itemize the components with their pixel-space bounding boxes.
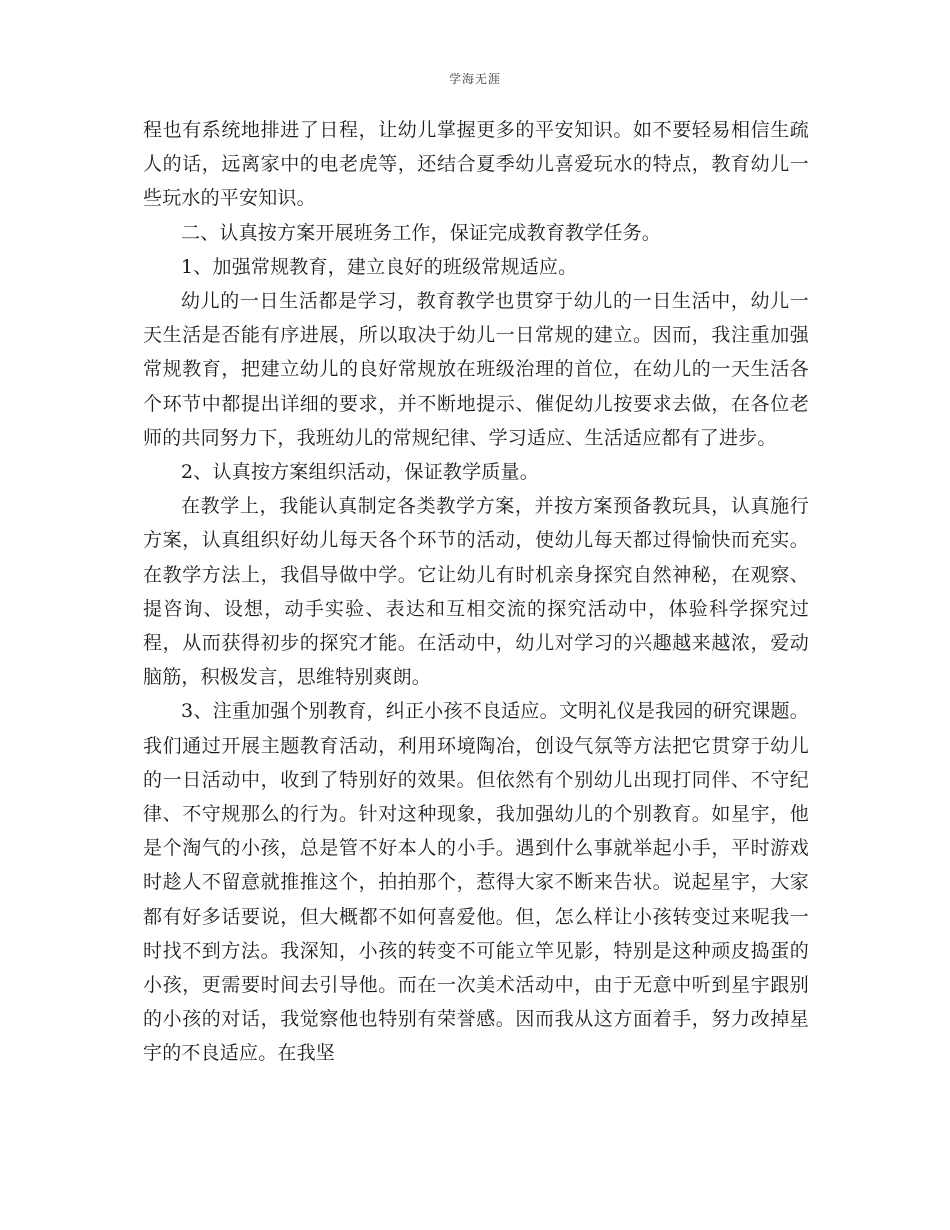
paragraph-routine: 幼儿的一日生活都是学习，教育教学也贯穿于幼儿的一日生活中，幼儿一天生活是否能有序进展，所以取决于幼儿一日常规的建立。因而，我注重加强常规教育，把建立幼儿的良好常规放在班级治理的首位，在幼儿的一天生活各个环节中都提出详细的要求，并不断地提示、催促幼儿按要求去做，在各位老师的共同努力下，我班幼儿的常规纪律、学习适应、生活适应都有了进步。 — [143, 290, 809, 449]
document-body — [143, 113, 809, 1071]
section-heading-2: 二、认真按方案开展班务工作，保证完成教育教学任务。 — [181, 221, 662, 244]
subheading-1: 1、加强常规教育，建立良好的班级常规适应。 — [181, 255, 578, 278]
paragraph-teaching: 在教学上，我能认真制定各类教学方案，并按方案预备教玩具，认真施行方案，认真组织好幼儿每天各个环节的活动，使幼儿每天都过得愉快而充实。在教学方法上，我倡导做中学。它让幼儿有时机亲身探究自然神秘，在观察、提咨询、设想，动手实验、表达和互相交流的探究活动中，体验科学探究过程，从而获得初步的探究才能。在活动中，幼儿对学习的兴趣越来越浓，爱动脑筋，积极发言，思维特别爽朗。 — [143, 495, 809, 689]
subheading-2: 2、认真按方案组织活动，保证教学质量。 — [181, 461, 539, 484]
page-header: 学海无涯 — [448, 72, 501, 86]
paragraph-individual-education: 3、注重加强个别教育，纠正小孩不良适应。文明礼仪是我园的研究课题。我们通过开展主题教育活动，利用环境陶冶，创设气氛等方法把它贯穿于幼儿的一日活动中，收到了特别好的效果。但依然有个别幼儿出现打同伴、不守纪律、不守规那么的行为。针对这种现象，我加强幼儿的个别教育。如星宇，他是个淘气的小孩，总是管不好本人的小手。遇到什么事就举起小手，平时游戏时趁人不留意就推推这个，拍拍那个，惹得大家不断来告状。说起星宇，大家都有好多话要说，但大概都不如何喜爱他。但，怎么样让小孩转变过来呢我一时找不到方法。我深知，小孩的转变不可能立竿见影，特别是这种顽皮捣蛋的小孩，更需要时间去引导他。而在一次美术活动中，由于无意中听到星宇跟别的小孩的对话，我觉察他也特别有荣誉感。因而我从这方面着手，努力改掉星宇的不良适应。在我坚 — [143, 700, 809, 1065]
paragraph-1: 程也有系统地排进了日程，让幼儿掌握更多的平安知识。如不要轻易相信生疏人的话，远离家中的电老虎等，还结合夏季幼儿喜爱玩水的特点，教育幼儿一些玩水的平安知识。 — [143, 119, 809, 210]
